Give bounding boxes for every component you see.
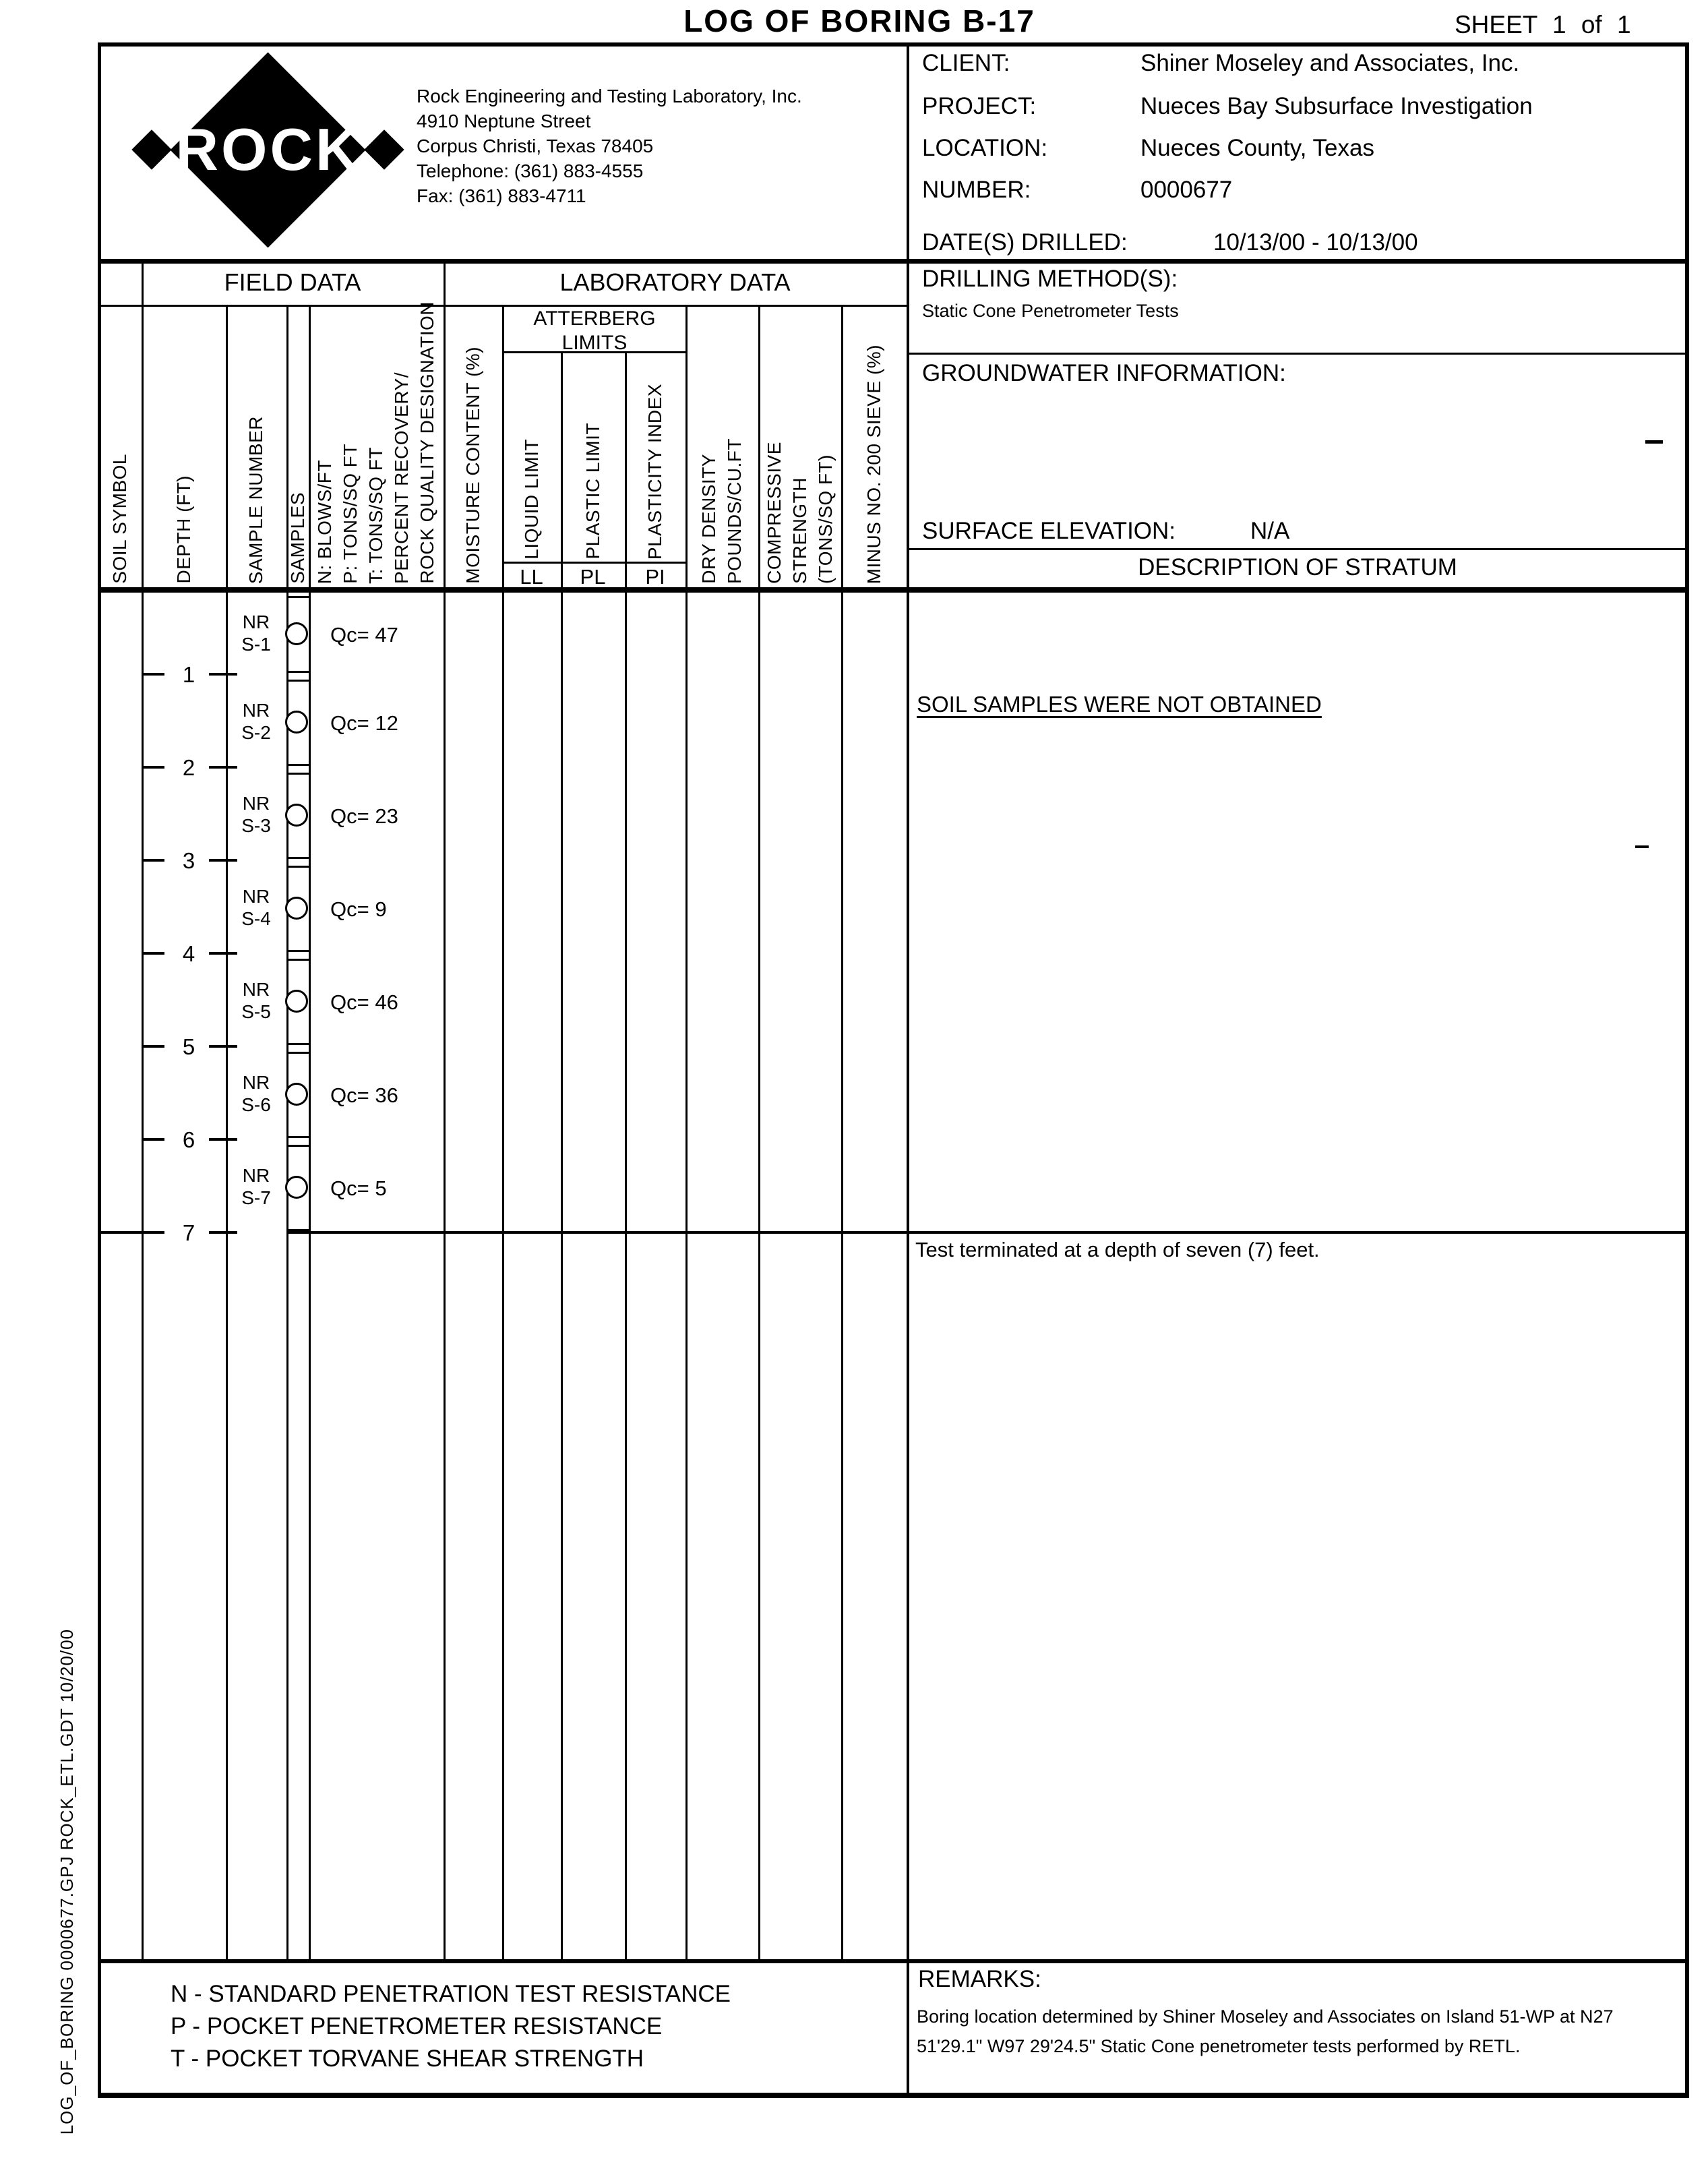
col-header-dry-density: DRY DENSITY POUNDS/CU.FT xyxy=(698,438,745,584)
sample-marker-circle xyxy=(285,1083,308,1106)
qc-value: Qc= 9 xyxy=(330,897,387,921)
depth-label-3: 3 xyxy=(182,848,195,873)
sample-prefix: NR xyxy=(242,886,270,907)
sample-id: S-2 xyxy=(241,722,271,743)
ll-abbrev: LL xyxy=(520,565,543,589)
number-value: 0000677 xyxy=(1140,177,1233,203)
col-header-depth: DEPTH (FT) xyxy=(173,475,194,584)
sample-id: S-3 xyxy=(241,815,271,836)
description-of-stratum-header: DESCRIPTION OF STRATUM xyxy=(1138,554,1457,580)
sample-prefix: NR xyxy=(242,1165,270,1186)
project-label: PROJECT: xyxy=(922,93,1037,119)
number-label: NUMBER: xyxy=(922,177,1031,203)
col-header-npt: N: BLOWS/FT P: TONS/SQ FT T: TONS/SQ FT PERCENT RECOVERY/ ROCK QUALITY DESIGNATION xyxy=(314,301,437,584)
col-header-plastic-limit: PLASTIC LIMIT xyxy=(582,423,603,560)
sample-prefix: NR xyxy=(242,979,270,1000)
legend-p: P - POCKET PENETROMETER RESISTANCE xyxy=(171,2013,663,2039)
drilling-method-label: DRILLING METHOD(S): xyxy=(922,266,1178,292)
col-header-plasticity-index: PLASTICITY INDEX xyxy=(644,383,665,560)
depth-label-1: 1 xyxy=(182,662,195,687)
sample-marker-circle xyxy=(285,711,308,734)
sample-marker-circle xyxy=(285,897,308,920)
company-city: Corpus Christi, Texas 78405 xyxy=(417,136,654,156)
stratum-note: SOIL SAMPLES WERE NOT OBTAINED xyxy=(917,692,1322,717)
sample-id: S-7 xyxy=(241,1187,271,1208)
legend-t: T - POCKET TORVANE SHEAR STRENGTH xyxy=(171,2046,644,2072)
sample-number-cell xyxy=(226,978,286,1023)
sample-marker-circle xyxy=(285,622,308,645)
file-info-sidebar: LOG_OF_BORING 0000677.GPJ ROCK_ETL.GDT 10/20/00 xyxy=(57,1628,77,2135)
dates-drilled-value: 10/13/00 - 10/13/00 xyxy=(1213,229,1418,256)
company-name: Rock Engineering and Testing Laboratory, Inc. xyxy=(417,86,802,107)
col-header-compressive-strength: COMPRESSIVE STRENGTH (TONS/SQ FT) xyxy=(763,442,836,584)
remarks-line-1: Boring location determined by Shiner Moseley and Associates on Island 51-WP at N27 xyxy=(917,2006,1614,2027)
project-value: Nueces Bay Subsurface Investigation xyxy=(1140,93,1533,119)
depth-label-4: 4 xyxy=(182,941,195,966)
remarks-line-2: 51'29.1" W97 29'24.5" Static Cone penetrometer tests performed by RETL. xyxy=(917,2036,1521,2056)
qc-value: Qc= 5 xyxy=(330,1176,387,1200)
depth-label-6: 6 xyxy=(182,1127,195,1152)
sample-prefix: NR xyxy=(242,611,270,632)
col-header-liquid-limit: LIQUID LIMIT xyxy=(520,439,542,560)
client-value: Shiner Moseley and Associates, Inc. xyxy=(1140,50,1520,76)
qc-value: Qc= 36 xyxy=(330,1083,398,1107)
company-address-block xyxy=(417,84,802,208)
legend-n: N - STANDARD PENETRATION TEST RESISTANCE xyxy=(171,1981,731,2007)
col-header-sample-number: SAMPLE NUMBER xyxy=(245,415,266,584)
location-value: Nueces County, Texas xyxy=(1140,135,1374,161)
col-header-minus-200-sieve: MINUS NO. 200 SIEVE (%) xyxy=(863,344,884,584)
sheet-number: SHEET 1 of 1 xyxy=(1455,11,1631,38)
pi-abbrev: PI xyxy=(645,565,665,589)
groundwater-label: GROUNDWATER INFORMATION: xyxy=(922,360,1286,386)
company-street: 4910 Neptune Street xyxy=(417,111,591,131)
qc-value: Qc= 12 xyxy=(330,711,398,735)
client-label: CLIENT: xyxy=(922,50,1010,76)
qc-value: Qc= 23 xyxy=(330,804,398,828)
sample-prefix: NR xyxy=(242,793,270,814)
location-label: LOCATION: xyxy=(922,135,1048,161)
sample-number-cell xyxy=(226,885,286,930)
sample-id: S-6 xyxy=(241,1094,271,1115)
sample-marker-circle xyxy=(285,804,308,827)
company-phone: Telephone: (361) 883-4555 xyxy=(417,160,644,181)
drilling-method-value: Static Cone Penetrometer Tests xyxy=(922,301,1179,321)
sample-id: S-1 xyxy=(241,634,271,655)
field-data-header: FIELD DATA xyxy=(224,268,361,296)
qc-value: Qc= 46 xyxy=(330,990,398,1014)
sample-number-cell xyxy=(226,611,286,655)
sample-marker-circle xyxy=(285,990,308,1013)
depth-label-5: 5 xyxy=(182,1034,195,1059)
sample-prefix: NR xyxy=(242,1072,270,1093)
sample-number-cell xyxy=(226,1164,286,1209)
qc-value: Qc= 47 xyxy=(330,623,398,647)
atterberg-header-line2: LIMITS xyxy=(561,332,628,354)
laboratory-data-header: LABORATORY DATA xyxy=(559,268,791,296)
logo-text: ROCK xyxy=(175,116,361,183)
sample-number-cell xyxy=(226,1071,286,1116)
col-header-soil-symbol: SOIL SYMBOL xyxy=(109,454,130,584)
sample-prefix: NR xyxy=(242,700,270,721)
surface-elevation-value: N/A xyxy=(1250,518,1290,544)
sample-marker-circle xyxy=(285,1176,308,1199)
col-header-moisture: MOISTURE CONTENT (%) xyxy=(462,347,483,584)
col-header-samples: SAMPLES xyxy=(286,492,308,584)
termination-note: Test terminated at a depth of seven (7) feet. xyxy=(915,1238,1320,1261)
sample-id: S-4 xyxy=(241,908,271,929)
dates-drilled-label: DATE(S) DRILLED: xyxy=(922,229,1128,256)
company-fax: Fax: (361) 883-4711 xyxy=(417,185,586,206)
sample-number-cell xyxy=(226,792,286,837)
page-title: LOG OF BORING B-17 xyxy=(683,3,1035,38)
sample-id: S-5 xyxy=(241,1001,271,1022)
pl-abbrev: PL xyxy=(580,565,606,589)
surface-elevation-label: SURFACE ELEVATION: xyxy=(922,518,1176,544)
depth-label-7: 7 xyxy=(182,1220,195,1245)
sample-number-cell xyxy=(226,699,286,744)
atterberg-header-line1: ATTERBERG xyxy=(533,307,656,330)
remarks-label: REMARKS: xyxy=(918,1966,1041,1992)
depth-label-2: 2 xyxy=(182,755,195,780)
